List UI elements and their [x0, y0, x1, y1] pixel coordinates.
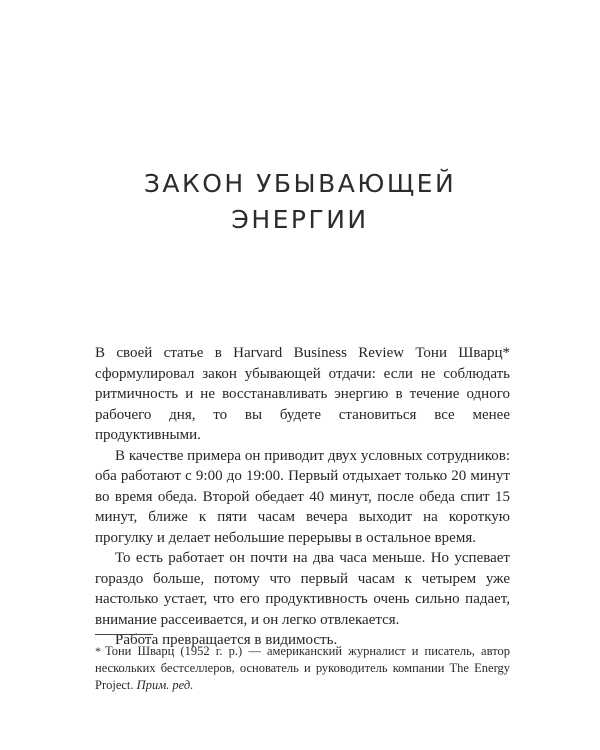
chapter-title: [0, 166, 600, 238]
footnote-text: Тони Шварц (1952 г. р.) — американский журналист и писатель, автор нескольких бестселлеров, основатель и руководитель компании The Energy Project.: [95, 644, 510, 692]
paragraph-2: В качестве примера он приводит двух условных сотрудников: оба работают с 9:00 до 19:00. Первый отдыхает только 20 минут во время обеда. Второй обедает 40 минут, после обеда спит 15 минут, ближе к пяти часам вечера выходит на короткую прогулку и делает небольшие перерывы в остальное время.: [95, 447, 510, 546]
body-text: [95, 343, 510, 651]
footnote-marker: *: [95, 644, 101, 658]
footnote-editor-note: Прим. ред.: [136, 678, 194, 692]
chapter-title-line-1: ЗАКОН УБЫВАЮЩЕЙ: [143, 169, 457, 198]
footnote: [95, 643, 510, 694]
footnote-divider: [95, 634, 153, 635]
paragraph-3: То есть работает он почти на два часа меньше. Но успевает гораздо больше, потому что первый часам к четырем уже настолько устает, что его продуктивность очень сильно падает, внимание рассеивается, и он легко отвлекается.: [95, 550, 510, 628]
paragraph-1: В своей статье в Harvard Business Review Тони Шварц* сформулировал закон убывающей отдачи: если не соблюдать ритмичность и не восстанавливать энергию в течение одного рабочего дня, то вы будете становиться все менее продуктивными.: [95, 345, 510, 443]
paragraph-4: Работа превращается в видимость.: [115, 632, 338, 648]
chapter-title-line-2: ЭНЕРГИИ: [231, 205, 369, 234]
